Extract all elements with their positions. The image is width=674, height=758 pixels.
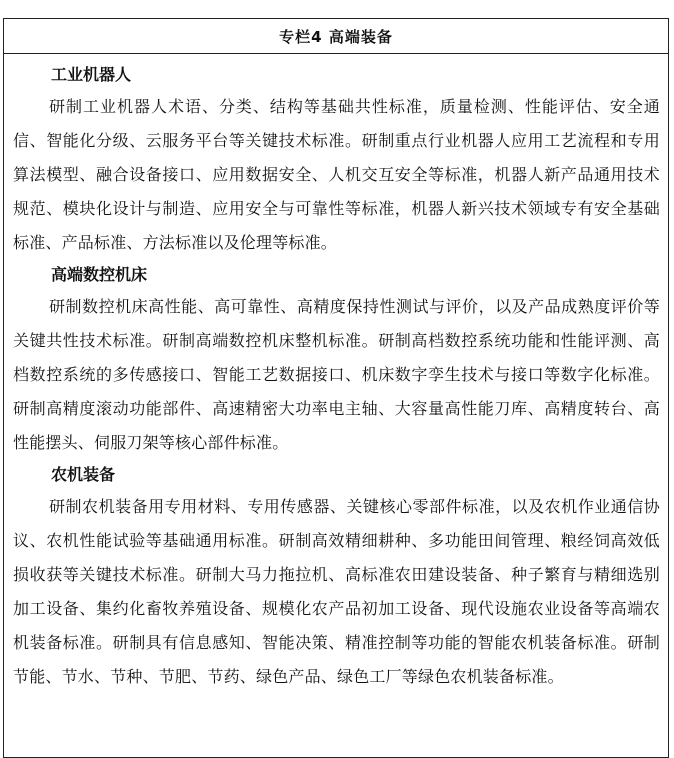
column-title: 专栏4 高端装备 [4,19,668,54]
section-heading: 农机装备 [51,465,116,484]
column-box [3,18,669,758]
column-body [4,54,668,694]
section-cnc-machine-tools [13,260,660,460]
section-industrial-robots [13,60,660,260]
section-heading: 工业机器人 [51,65,132,84]
section-paragraph: 研制数控机床高性能、高可靠性、高精度保持性测试与评价，以及产品成熟度评价等关键共性技术标准。研制高端数控机床整机标准。研制高档数控系统功能和性能评测、高档数控系统的多传感接口、智能工艺数据接口、机床数字孪生技术与接口等数字化标准。研制高精度滚动功能部件、高速精密大功率电主轴、大容量高性能刀库、高精度转台、高性能摆头、伺服刀架等核心部件标准。 [13,297,660,452]
section-heading: 高端数控机床 [51,265,148,284]
section-paragraph: 研制工业机器人术语、分类、结构等基础共性标准，质量检测、性能评估、安全通信、智能化分级、云服务平台等关键技术标准。研制重点行业机器人应用工艺流程和专用算法模型、融合设备接口、应用数据安全、人机交互安全等标准，机器人新产品通用技术规范、模块化设计与制造、应用安全与可靠性等标准，机器人新兴技术领域专有安全基础标准、产品标准、方法标准以及伦理等标准。 [13,97,660,252]
section-paragraph: 研制农机装备用专用材料、专用传感器、关键核心零部件标准，以及农机作业通信协议、农机性能试验等基础通用标准。研制高效精细耕种、多功能田间管理、粮经饲高效低损收获等关键技术标准。研制大马力拖拉机、高标准农田建设装备、种子繁育与精细选别加工设备、集约化畜牧养殖设备、规模化农产品初加工设备、现代设施农业设备等高端农机装备标准。研制具有信息感知、智能决策、精准控制等功能的智能农机装备标准。研制节能、节水、节种、节肥、节药、绿色产品、绿色工厂等绿色农机装备标准。 [13,497,660,686]
section-agricultural-machinery [13,460,660,694]
